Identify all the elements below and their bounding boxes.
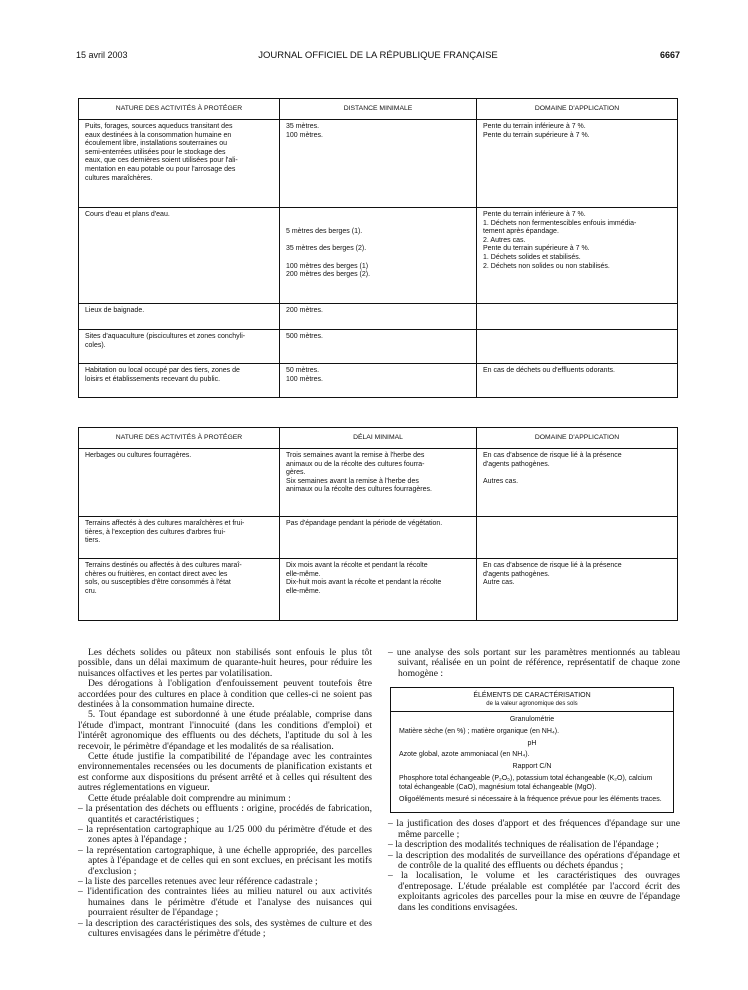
distance-cell: [280, 330, 477, 364]
cell-line: cultures maraîchères.: [85, 174, 153, 182]
cell-line: d'agents pathogènes.: [483, 570, 550, 578]
box-line: Phosphore total échangeable (P₂O₅), potassium total échangeable (K₂O), calcium total échangeable (CaO), magnésium total échangeable (MgO).: [399, 775, 653, 791]
cell-line: En cas de déchets ou d'effluents odorants.: [483, 367, 615, 374]
list-item: – la localisation, le volume et les caractéristiques des ouvrages d'entreposage. L'étude préalable est complétée par l'accord écrit des exploitants agricoles des parcelles pour la mise en œuvre de l'épandage dans les conditions envisagées.: [388, 870, 680, 913]
cell-line: elle-même.: [286, 587, 321, 595]
cell-line: tiers.: [85, 537, 101, 545]
table-row: [79, 120, 678, 208]
cell-line: Lieux de baignade.: [85, 307, 145, 314]
cell-line: Habitation ou local occupé par des tiers, zones de: [85, 367, 240, 374]
cell-line: Six semaines avant la remise à l'herbe des: [286, 477, 419, 485]
cell-line: mentation en eau potable ou pour l'arrosage des: [85, 165, 236, 173]
paragraph: Cette étude justifie la compatibilité de l'épandage avec les contraintes environnementales recensées ou les documents de planification existants et est conforme aux dispositions du présent arrêté et à celles qui résultent des autres réglementations en vigueur.: [78, 751, 372, 794]
delay-cell: [280, 517, 477, 559]
column-header: DOMAINE D'APPLICATION: [477, 99, 678, 120]
paragraph: Des dérogations à l'obligation d'enfouissement peuvent toutefois être accordées pour des cultures en place à condition que celles-ci ne soient pas destinées à la consommation humaine directe.: [78, 678, 372, 711]
cell-line: Puits, forages, sources aqueducs transitant des: [85, 123, 233, 130]
cell-line: loisirs et établissements recevant du public.: [85, 375, 221, 383]
cell-line: Autre cas.: [483, 579, 515, 587]
cell-line: tières, à l'exception des cultures d'arbres frui-: [85, 528, 226, 536]
cell-line: Terrains affectés à des cultures maraîchères et frui-: [85, 520, 245, 527]
cell-line: Trois semaines avant la remise à l'herbe des: [286, 452, 425, 459]
table-header-row: [79, 99, 678, 120]
cell-line: 100 mètres des berges (1): [286, 262, 369, 270]
cell-line: 1. Déchets non fermentescibles enfouis immédia-: [483, 219, 637, 227]
cell-line: d'agents pathogènes.: [483, 460, 550, 468]
domain-cell: [477, 559, 678, 621]
column-header: DÉLAI MINIMAL: [280, 428, 477, 449]
cell-line: En cas d'absence de risque lié à la présence: [483, 452, 622, 459]
cell-line: chères ou fruitières, en contact direct avec les: [85, 570, 228, 578]
table-header-row: [79, 428, 678, 449]
cell-line: écoulement libre, installations souterraines ou: [85, 140, 228, 148]
cell-line: animaux ou la récolte des cultures fourragères.: [286, 486, 432, 494]
distance-cell: [280, 208, 477, 304]
cell-line: Pente du terrain supérieure à 7 %.: [483, 245, 590, 253]
delay-table: [78, 427, 678, 621]
cell-line: gères.: [286, 469, 306, 477]
nature-cell: [79, 559, 280, 621]
soil-parameters-box: [390, 687, 674, 813]
left-column-text: [78, 648, 372, 939]
box-line: pH: [527, 739, 537, 747]
cell-line: 5 mètres des berges (1).: [286, 228, 363, 236]
list-item: – une analyse des sols portant sur les paramètres mentionnés au tableau suivant, réalisée en un point de référence, représentatif de chaque zone homogène :: [388, 647, 680, 679]
cell-line: 50 mètres.: [286, 367, 320, 374]
nature-cell: [79, 330, 280, 364]
list-item: – la description des modalités techniques de réalisation de l'épandage ;: [388, 839, 659, 851]
cell-line: Dix-huit mois avant la récolte et pendant la récolte: [286, 579, 442, 587]
nature-cell: [79, 208, 280, 304]
divider: [391, 711, 673, 712]
nature-cell: [79, 120, 280, 208]
paragraph: Les déchets solides ou pâteux non stabilisés sont enfouis le plus tôt possible, dans un délai maximum de quarante-huit heures, pour réduire les nuisances olfactives et les pertes par volatilisation.: [78, 647, 372, 679]
domain-cell: [477, 330, 678, 364]
cell-line: Herbages ou cultures fourragères.: [85, 452, 192, 459]
list-item: – l'identification des contraintes liées au milieu naturel ou aux activités humaines dans le périmètre d'étude et l'analyse des nuisances qui pourraient résulter de l'épandage ;: [78, 886, 372, 919]
requirements-list: [78, 804, 372, 939]
box-line: Oligoéléments mesuré si nécessaire à la fréquence prévue pour les éléments traces.: [399, 795, 662, 803]
list-item: – la justification des doses d'apport et des fréquences d'épandage sur une même parcelle ;: [388, 818, 680, 840]
cell-line: Pente du terrain inférieure à 7 %.: [483, 123, 586, 130]
domain-cell: [477, 120, 678, 208]
cell-line: elle-même.: [286, 570, 321, 578]
header-date: 15 avril 2003: [76, 50, 128, 60]
cell-line: Pente du terrain inférieure à 7 %.: [483, 211, 586, 218]
cell-line: 35 mètres.: [286, 123, 320, 130]
domain-cell: [477, 364, 678, 398]
nature-cell: [79, 304, 280, 330]
cell-line: [286, 211, 470, 220]
box-line: Rapport C/N: [512, 763, 552, 771]
paragraph: Cette étude préalable doit comprendre au minimum :: [88, 792, 291, 804]
cell-line: 500 mètres.: [286, 333, 323, 340]
box-title: ÉLÉMENTS DE CARACTÉRISATION: [473, 692, 591, 700]
table-row: [79, 449, 678, 517]
cell-line: semi-enterrées utilisées pour le stockage des: [85, 148, 226, 156]
nature-cell: [79, 517, 280, 559]
box-line: Granulométrie: [509, 716, 555, 724]
cell-line: Pente du terrain supérieure à 7 %.: [483, 131, 590, 139]
domain-cell: [477, 304, 678, 330]
cell-line: Cours d'eau et plans d'eau.: [85, 211, 170, 218]
cell-line: eaux, que ces dernières soient utilisées pour l'ali-: [85, 157, 238, 165]
cell-line: [286, 220, 470, 229]
cell-line: 100 mètres.: [286, 131, 323, 139]
page-header: [76, 50, 680, 64]
list-item: – la liste des parcelles retenues avec leur référence cadastrale ;: [78, 875, 318, 887]
box-line: Azote global, azote ammoniacal (en NH₄).: [399, 751, 530, 759]
column-header: DISTANCE MINIMALE: [280, 99, 477, 120]
delay-cell: [280, 559, 477, 621]
cell-line: cru.: [85, 587, 97, 595]
cell-line: [286, 237, 470, 246]
column-header: DOMAINE D'APPLICATION: [477, 428, 678, 449]
cell-line: sols, ou susceptibles d'être consommés à l'état: [85, 579, 231, 587]
table-row: [79, 559, 678, 621]
table-row: [79, 517, 678, 559]
header-page-number: 6667: [659, 50, 680, 60]
box-line: Matière sèche (en %) ; matière organique (en NH₄).: [399, 727, 560, 735]
cell-line: Terrains destinés ou affectés à des cultures maraî-: [85, 562, 242, 569]
cell-line: coles).: [85, 341, 106, 349]
column-header: NATURE DES ACTIVITÉS À PROTÉGER: [79, 428, 280, 449]
domain-cell: [477, 208, 678, 304]
cell-line: 200 mètres des berges (2).: [286, 271, 371, 279]
cell-line: Autres cas.: [483, 477, 519, 485]
cell-line: En cas d'absence de risque lié à la présence: [483, 562, 622, 569]
list-item: – la description des modalités de surveillance des opérations d'épandage et de contrôle de la qualité des effluents ou déchets épandus ;: [388, 849, 680, 872]
cell-line: 200 mètres.: [286, 307, 323, 314]
cell-line: 2. Déchets non solides ou non stabilisés.: [483, 262, 610, 270]
cell-line: eaux destinées à la consommation humaine en: [85, 131, 232, 139]
list-item: – la description des caractéristiques des sols, des systèmes de culture et des cultures envisagées dans le périmètre d'étude ;: [78, 917, 372, 939]
distance-table: [78, 98, 678, 398]
list-item: – la représentation cartographique au 1/25 000 du périmètre d'étude et des zones aptes à l'épandage ;: [78, 823, 372, 846]
column-header: NATURE DES ACTIVITÉS À PROTÉGER: [79, 99, 280, 120]
cell-line: [286, 254, 470, 263]
nature-cell: [79, 364, 280, 398]
distance-cell: [280, 364, 477, 398]
cell-line: Pas d'épandage pendant la période de végétation.: [286, 520, 443, 527]
box-subtitle: de la valeur agronomique des sols: [486, 701, 578, 708]
cell-line: tement après épandage.: [483, 228, 559, 236]
paragraph: 5. Tout épandage est subordonné à une étude préalable, comprise dans l'étude d'impact, montrant l'innocuité (dans les conditions d'emploi) et l'intérêt agronomique des effluents ou des déchets, l'aptitude du sol à les recevoir, le périmètre d'épandage et les modalités de sa réalisation.: [78, 709, 372, 752]
cell-line: [483, 469, 671, 478]
table-row: [79, 330, 678, 364]
table-row: [79, 304, 678, 330]
distance-cell: [280, 120, 477, 208]
nature-cell: [79, 449, 280, 517]
header-title: JOURNAL OFFICIEL DE LA RÉPUBLIQUE FRANÇAISE: [258, 50, 498, 61]
domain-cell: [477, 517, 678, 559]
table-row: [79, 364, 678, 398]
domain-cell: [477, 449, 678, 517]
cell-line: 2. Autres cas.: [483, 236, 526, 244]
box-lines: [399, 716, 665, 804]
list-item: – la représentation cartographique, à une échelle appropriée, des parcelles aptes à l'épandage et de celles qui en sont exclues, en précisant les motifs d'exclusion ;: [78, 844, 372, 877]
delay-cell: [280, 449, 477, 517]
cell-line: 100 mètres.: [286, 375, 323, 383]
cell-line: 1. Déchets solides et stabilisés.: [483, 253, 581, 261]
table-row: [79, 208, 678, 304]
right-column-text: [388, 648, 680, 913]
cell-line: animaux ou de la récolte des cultures fourra-: [286, 460, 425, 468]
cell-line: 35 mètres des berges (2).: [286, 245, 367, 253]
cell-line: Dix mois avant la récolte et pendant la récolte: [286, 562, 428, 569]
requirements-list: [388, 819, 680, 913]
list-item: – la présentation des déchets ou effluents : origine, procédés de fabrication, quantités et caractéristiques ;: [78, 803, 372, 825]
cell-line: Sites d'aquaculture (piscicultures et zones conchyli-: [85, 333, 246, 340]
distance-cell: [280, 304, 477, 330]
